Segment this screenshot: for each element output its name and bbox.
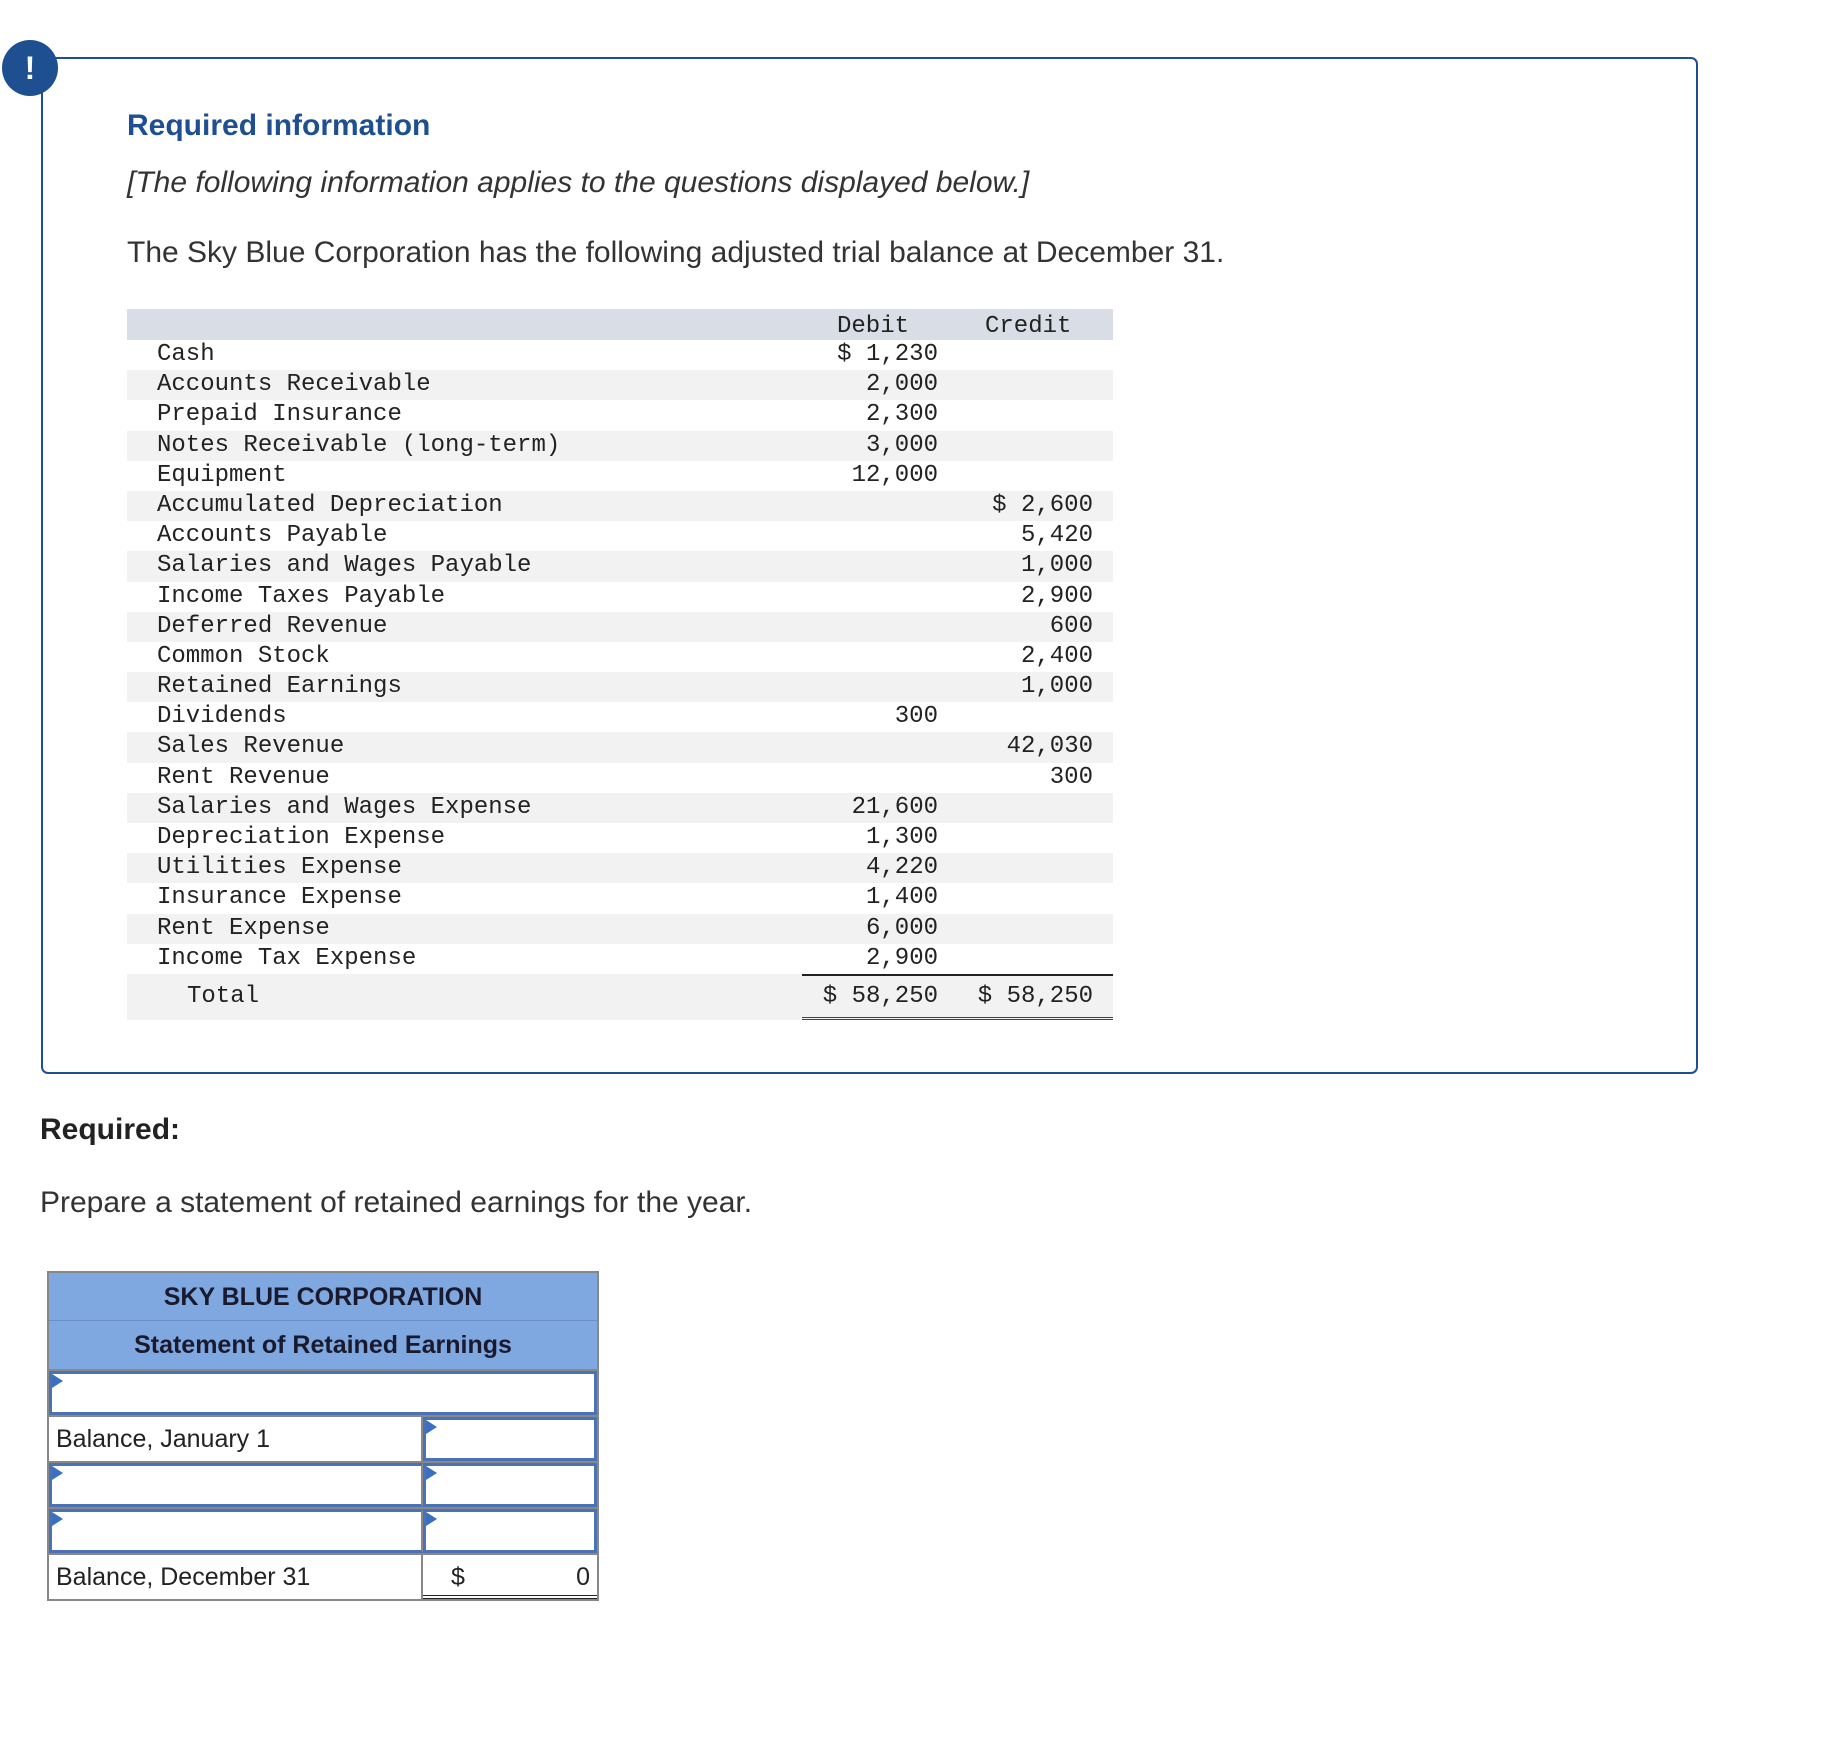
- trial-balance-table: [127, 309, 1113, 1020]
- account-name: Insurance Expense: [157, 884, 402, 912]
- credit-amount: 42,030: [1006, 733, 1093, 761]
- required-instruction: Prepare a statement of retained earnings for the year.: [40, 1186, 753, 1219]
- currency-symbol: $: [451, 1563, 465, 1591]
- debit-amount: 2,000: [865, 371, 938, 399]
- problem-intro: The Sky Blue Corporation has the following adjusted trial balance at December 31.: [127, 236, 1225, 269]
- entry-1-label-input[interactable]: [49, 1463, 423, 1507]
- entry-1-amount-input[interactable]: [423, 1463, 597, 1507]
- total-double-rule: [802, 1017, 1113, 1020]
- dropdown-indicator-icon: [52, 1466, 63, 1480]
- total-label: Total: [187, 982, 260, 1010]
- statement-period-input[interactable]: [49, 1371, 597, 1415]
- trial-balance-row: [127, 672, 1113, 702]
- trial-balance-row: [127, 491, 1113, 521]
- alert-icon: !: [2, 40, 58, 96]
- debit-amount: 3,000: [865, 431, 938, 459]
- input-indicator-icon: [426, 1512, 437, 1526]
- trial-balance-row: [127, 793, 1113, 823]
- credit-amount: 5,420: [1020, 522, 1093, 550]
- trial-balance-row: [127, 883, 1113, 913]
- account-name: Deferred Revenue: [157, 612, 388, 640]
- credit-column-header: Credit: [985, 313, 1072, 340]
- statement-entry-row-1: [49, 1461, 597, 1507]
- debit-amount: 2,900: [865, 944, 938, 972]
- trial-balance-header: [127, 309, 1113, 340]
- account-name: Sales Revenue: [157, 733, 345, 761]
- entry-2-label-input[interactable]: [49, 1509, 423, 1553]
- account-name: Rent Revenue: [157, 763, 330, 791]
- trial-balance-row: [127, 944, 1113, 974]
- account-name: Common Stock: [157, 642, 330, 670]
- trial-balance-row: [127, 612, 1113, 642]
- balance-december-label: Balance, December 31: [49, 1555, 423, 1599]
- debit-amount: 4,220: [865, 854, 938, 882]
- account-name: Salaries and Wages Expense: [157, 793, 532, 821]
- dropdown-indicator-icon: [52, 1512, 63, 1526]
- debit-amount: 21,600: [851, 793, 938, 821]
- account-name: Income Taxes Payable: [157, 582, 446, 610]
- trial-balance-row: [127, 461, 1113, 491]
- credit-amount: 300: [1049, 763, 1093, 791]
- balance-january-label: Balance, January 1: [49, 1417, 423, 1461]
- input-indicator-icon: [426, 1466, 437, 1480]
- input-indicator-icon: [426, 1420, 437, 1434]
- account-name: Accounts Receivable: [157, 371, 431, 399]
- balance-december-row: [49, 1553, 597, 1599]
- trial-balance-row: [127, 763, 1113, 793]
- trial-balance-row: [127, 400, 1113, 430]
- account-name: Salaries and Wages Payable: [157, 552, 532, 580]
- account-name: Accounts Payable: [157, 522, 388, 550]
- account-name: Prepaid Insurance: [157, 401, 402, 429]
- credit-amount: 2,900: [1020, 582, 1093, 610]
- statement-period-row: [49, 1369, 597, 1415]
- trial-balance-row: [127, 853, 1113, 883]
- credit-amount: 600: [1049, 612, 1093, 640]
- debit-amount: 6,000: [865, 914, 938, 942]
- debit-amount: 1,300: [865, 824, 938, 851]
- trial-balance-row: [127, 431, 1113, 461]
- trial-balance-row: [127, 642, 1113, 672]
- statement-company-name: SKY BLUE CORPORATION: [49, 1273, 597, 1321]
- account-name: Dividends: [157, 703, 287, 731]
- trial-balance-row: [127, 914, 1113, 944]
- trial-balance-row: [127, 702, 1113, 732]
- trial-balance-row: [127, 823, 1113, 853]
- debit-amount: 2,300: [865, 401, 938, 429]
- trial-balance-row: [127, 521, 1113, 551]
- entry-2-amount-input[interactable]: [423, 1509, 597, 1553]
- credit-amount: $ 2,600: [992, 491, 1093, 519]
- account-name: Income Tax Expense: [157, 944, 417, 972]
- account-name: Depreciation Expense: [157, 824, 446, 851]
- debit-amount: 300: [894, 703, 938, 731]
- debit-amount: $ 1,230: [837, 341, 938, 368]
- trial-balance-row: [127, 551, 1113, 581]
- information-note: [The following information applies to the questions displayed below.]: [127, 166, 1030, 199]
- total-debit: $ 58,250: [822, 982, 938, 1010]
- credit-amount: 2,400: [1020, 642, 1093, 670]
- debit-column-header: Debit: [837, 313, 910, 340]
- statement-header: [49, 1273, 597, 1369]
- debit-amount: 1,400: [865, 884, 938, 912]
- account-name: Retained Earnings: [157, 673, 402, 701]
- debit-amount: 12,000: [851, 461, 938, 489]
- account-name: Cash: [157, 341, 215, 368]
- trial-balance-row: [127, 732, 1113, 762]
- total-credit: $ 58,250: [977, 982, 1093, 1010]
- credit-amount: 1,000: [1020, 673, 1093, 701]
- required-label: Required:: [40, 1113, 181, 1146]
- dropdown-indicator-icon: [52, 1374, 63, 1388]
- balance-december-value: 0: [576, 1563, 590, 1591]
- required-information-title: Required information: [127, 109, 431, 142]
- account-name: Accumulated Depreciation: [157, 491, 503, 519]
- statement-title: Statement of Retained Earnings: [134, 1331, 512, 1359]
- account-name: Equipment: [157, 461, 287, 489]
- trial-balance-total-row: [127, 974, 1113, 1020]
- account-name: Utilities Expense: [157, 854, 402, 882]
- balance-december-amount: [423, 1555, 597, 1599]
- trial-balance-row: [127, 582, 1113, 612]
- account-name: Notes Receivable (long-term): [157, 431, 561, 459]
- account-name: Rent Expense: [157, 914, 330, 942]
- balance-january-row: [49, 1415, 597, 1461]
- balance-january-amount-input[interactable]: [423, 1417, 597, 1461]
- trial-balance-row: [127, 370, 1113, 400]
- credit-amount: 1,000: [1020, 552, 1093, 580]
- statement-entry-row-2: [49, 1507, 597, 1553]
- trial-balance-row: [127, 340, 1113, 370]
- retained-earnings-statement-form: [47, 1271, 599, 1601]
